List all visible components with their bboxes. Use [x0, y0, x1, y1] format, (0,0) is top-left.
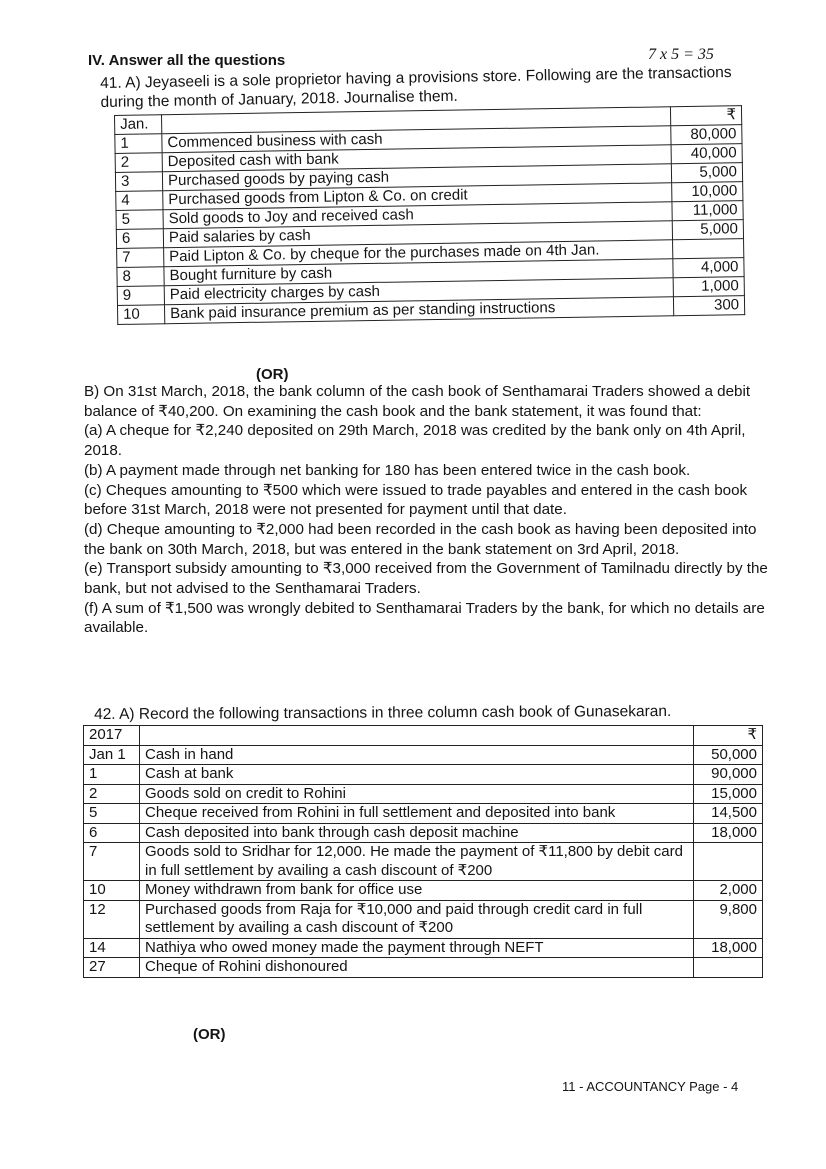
particulars-cell: Paid electricity charges by cash: [164, 278, 673, 305]
particulars-cell: Money withdrawn from bank for office use: [140, 881, 694, 901]
amount-cell: 4,000: [673, 258, 744, 278]
table-row: [84, 938, 763, 958]
amount-cell: 14,500: [694, 804, 763, 824]
page-footer: 11 - ACCOUNTANCY Page - 4: [562, 1079, 739, 1094]
date-cell: 1: [115, 134, 162, 154]
q41-transactions-table: [114, 105, 745, 325]
date-cell: 2: [84, 784, 140, 804]
table-row: [84, 823, 763, 843]
amount-cell: 90,000: [694, 765, 763, 785]
particulars-cell: Bank paid insurance premium as per standing instructions: [164, 297, 673, 324]
table-row: [84, 881, 763, 901]
date-cell: 7: [84, 843, 140, 881]
amount-cell: 18,000: [694, 823, 763, 843]
date-cell: 6: [116, 229, 163, 249]
amount-cell: ₹: [670, 106, 741, 126]
or-label-1: (OR): [256, 366, 289, 383]
particulars-cell: Cash in hand: [140, 745, 694, 765]
table-row: [84, 784, 763, 804]
date-cell: 4: [116, 191, 163, 211]
amount-cell: 1,000: [673, 277, 744, 297]
question-42-intro: 42. A) Record the following transactions in three column cash book of Gunasekaran.: [94, 702, 672, 723]
amount-cell: 15,000: [694, 784, 763, 804]
amount-cell: ₹: [694, 726, 763, 746]
date-cell: 10: [84, 881, 140, 901]
q41-b-text: [84, 382, 774, 638]
table-row: [84, 804, 763, 824]
table-header-row: [84, 726, 763, 746]
particulars-cell: Cheque received from Rohini in full settlement and deposited into bank: [140, 804, 694, 824]
date-cell: 5: [84, 804, 140, 824]
particulars-cell: Cheque of Rohini dishonoured: [140, 958, 694, 978]
particulars-cell: Nathiya who owed money made the payment through NEFT: [140, 938, 694, 958]
q41-b-para: B) On 31st March, 2018, the bank column of the cash book of Senthamarai Traders showed a debit balance of ₹40,200. On examining the cash book and the bank statement, it was found that:: [84, 383, 751, 420]
date-cell: 14: [84, 938, 140, 958]
date-cell: 3: [115, 172, 162, 192]
amount-cell: 2,000: [694, 881, 763, 901]
q41-b-para: (a) A cheque for ₹2,240 deposited on 29th March, 2018 was credited by the bank only on 4th April, 2018.: [84, 422, 746, 460]
amount-cell: 300: [673, 296, 744, 316]
date-cell: 6: [84, 823, 140, 843]
date-cell: Jan.: [115, 115, 162, 135]
particulars-cell: Paid salaries by cash: [163, 221, 672, 248]
particulars-cell: Cash deposited into bank through cash deposit machine: [140, 823, 694, 843]
question-41-intro: 41. A) Jeyaseeli is a sole proprietor having a provisions store. Following are the transactions during the month of January, 2018. Journalise them.: [100, 63, 732, 111]
date-cell: 27: [84, 958, 140, 978]
amount-cell: [694, 958, 763, 978]
particulars-cell: Purchased goods from Lipton & Co. on credit: [163, 183, 672, 210]
amount-cell: 9,800: [694, 900, 763, 938]
date-cell: 8: [117, 267, 164, 287]
or-label-2: (OR): [193, 1026, 226, 1043]
particulars-cell: Commenced business with cash: [162, 126, 671, 153]
marks-allocation: 7 x 5 = 35: [648, 46, 714, 63]
date-cell: 12: [84, 900, 140, 938]
amount-cell: 11,000: [672, 201, 743, 221]
q41-b-para: (b) A payment made through net banking for 180 has been entered twice in the cash book.: [84, 461, 691, 479]
table-row: [84, 745, 763, 765]
date-cell: 10: [117, 305, 164, 325]
amount-cell: [694, 843, 763, 881]
particulars-cell: Purchased goods by paying cash: [162, 164, 671, 191]
amount-cell: 5,000: [672, 220, 743, 240]
q41-b-para: (c) Cheques amounting to ₹500 which were issued to trade payables and entered in the cash book before 31st March, 2018 were not presented for payment until that date.: [84, 481, 748, 519]
particulars-cell: Purchased goods from Raja for ₹10,000 and paid through credit card in full settlement by availing a cash discount of ₹200: [140, 900, 694, 938]
amount-cell: 40,000: [671, 144, 742, 164]
amount-cell: [673, 239, 744, 259]
particulars-cell: Bought furniture by cash: [164, 259, 673, 286]
q41-b-para: (e) Transport subsidy amounting to ₹3,000 received from the Government of Tamilnadu directly by the bank, but not advised to the Senthamarai Traders.: [84, 560, 768, 598]
q41-b-para: (f) A sum of ₹1,500 was wrongly debited to Senthamarai Traders by the bank, for which no details are available.: [84, 599, 765, 637]
date-cell: 2: [115, 153, 162, 173]
q42-transactions-table: [83, 725, 763, 978]
amount-cell: 10,000: [672, 182, 743, 202]
table-row: [84, 958, 763, 978]
particulars-cell: Sold goods to Joy and received cash: [163, 202, 672, 229]
date-cell: 1: [84, 765, 140, 785]
amount-cell: 50,000: [694, 745, 763, 765]
particulars-cell: [140, 726, 694, 746]
date-cell: 9: [117, 286, 164, 306]
particulars-cell: Goods sold to Sridhar for 12,000. He made the payment of ₹11,800 by debit card in full settlement by availing a cash discount of ₹200: [140, 843, 694, 881]
particulars-cell: Goods sold on credit to Rohini: [140, 784, 694, 804]
amount-cell: 18,000: [694, 938, 763, 958]
date-cell: 2017: [84, 726, 140, 746]
particulars-cell: Paid Lipton & Co. by cheque for the purchases made on 4th Jan.: [164, 240, 673, 267]
table-row: [84, 843, 763, 881]
table-row: [84, 765, 763, 785]
amount-cell: 80,000: [671, 125, 742, 145]
amount-cell: 5,000: [671, 163, 742, 183]
particulars-cell: Deposited cash with bank: [162, 145, 671, 172]
section-title: IV. Answer all the questions: [88, 52, 286, 69]
table-row: [84, 900, 763, 938]
q41-b-para: (d) Cheque amounting to ₹2,000 had been recorded in the cash book as having been deposited into the bank on 30th March, 2018, but was entered in the bank statement on 3rd April, 2018.: [84, 520, 757, 558]
date-cell: Jan 1: [84, 745, 140, 765]
date-cell: 7: [117, 248, 164, 268]
particulars-cell: Cash at bank: [140, 765, 694, 785]
date-cell: 5: [116, 210, 163, 230]
